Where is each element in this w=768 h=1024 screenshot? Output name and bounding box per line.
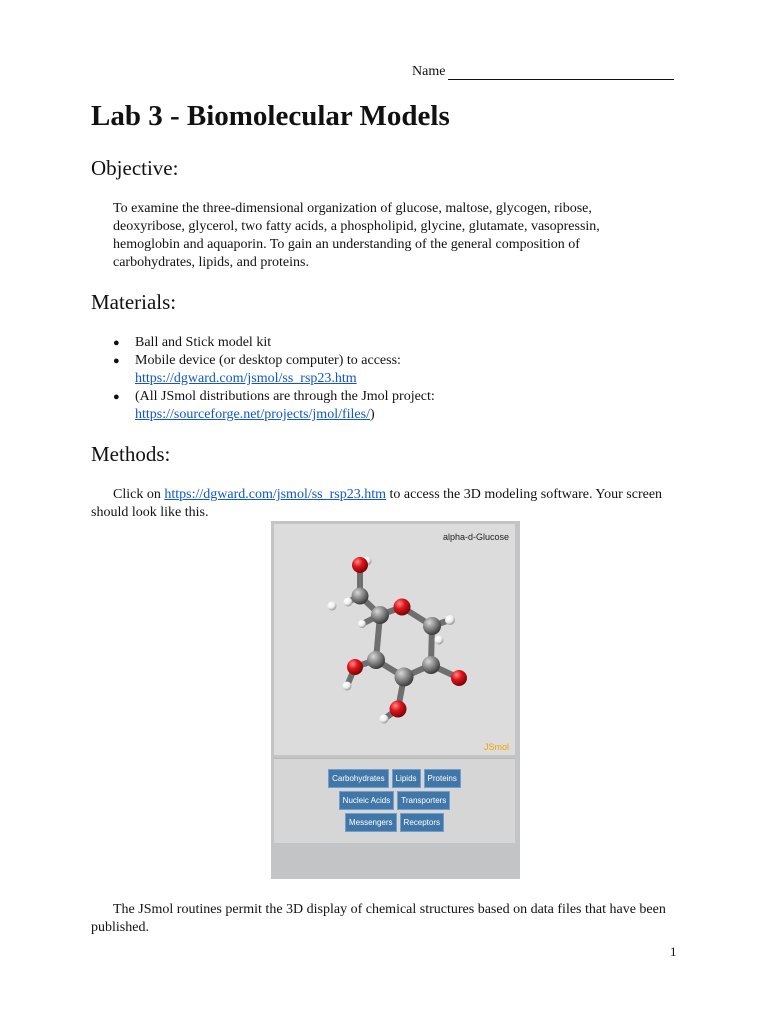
name-label: Name	[412, 64, 446, 79]
materials-item: ● Mobile device (or desktop computer) to access: https://dgward.com/jsmol/ss_rsp23.htm	[91, 352, 691, 388]
methods-jsmol-link[interactable]: https://dgward.com/jsmol/ss_rsp23.htm	[164, 487, 387, 502]
proteins-button[interactable]: Proteins	[424, 769, 461, 788]
methods-text: Click on https://dgward.com/jsmol/ss_rsp23.htm to access the 3D modeling software. Your screen should look like this.	[91, 487, 663, 520]
materials-heading: Materials:	[91, 290, 177, 314]
receptors-button[interactable]: Receptors	[400, 813, 444, 832]
name-field	[412, 64, 674, 80]
transporters-button[interactable]: Transporters	[397, 791, 450, 810]
jsmol-page-link[interactable]: https://dgward.com/jsmol/ss_rsp23.htm	[135, 371, 357, 386]
materials-list	[91, 334, 691, 424]
jmol-project-link[interactable]: https://sourceforge.net/projects/jmol/files/	[135, 407, 370, 422]
jsmol-3d-viewer[interactable]	[274, 524, 515, 755]
methods-heading: Methods:	[91, 442, 171, 466]
jsmol-screenshot	[271, 521, 520, 879]
jsmol-button-panel	[274, 758, 515, 843]
messengers-button[interactable]: Messengers	[345, 813, 397, 832]
page-number: 1	[670, 944, 677, 959]
name-blank-line	[448, 65, 674, 80]
molecule-title: alpha-d-Glucose	[442, 532, 509, 542]
materials-item: ● (All JSmol distributions are through the Jmol project: https://sourceforge.net/projects/jmol/files/)	[91, 388, 691, 424]
carbohydrates-button[interactable]: Carbohydrates	[328, 769, 388, 788]
nucleic-acids-button[interactable]: Nucleic Acids	[339, 791, 395, 810]
page-title: Lab 3 - Biomolecular Models	[91, 100, 450, 132]
materials-item: ● Ball and Stick model kit	[91, 334, 691, 352]
glucose-molecule-model	[274, 524, 515, 755]
lipids-button[interactable]: Lipids	[392, 769, 421, 788]
objective-text: To examine the three-dimensional organization of glucose, maltose, glycogen, ribose, deoxyribose, glycerol, two fatty acids, a phospholipid, glycine, glutamate, vasopressin, hemoglobin and aquaporin. To gain an understanding of the general composition of carbohydrates, lipids, and proteins.	[113, 201, 600, 270]
jsmol-logo: JSmol	[483, 742, 509, 752]
closing-text: The JSmol routines permit the 3D display of chemical structures based on data files that have been published.	[91, 902, 666, 935]
objective-heading: Objective:	[91, 156, 179, 180]
